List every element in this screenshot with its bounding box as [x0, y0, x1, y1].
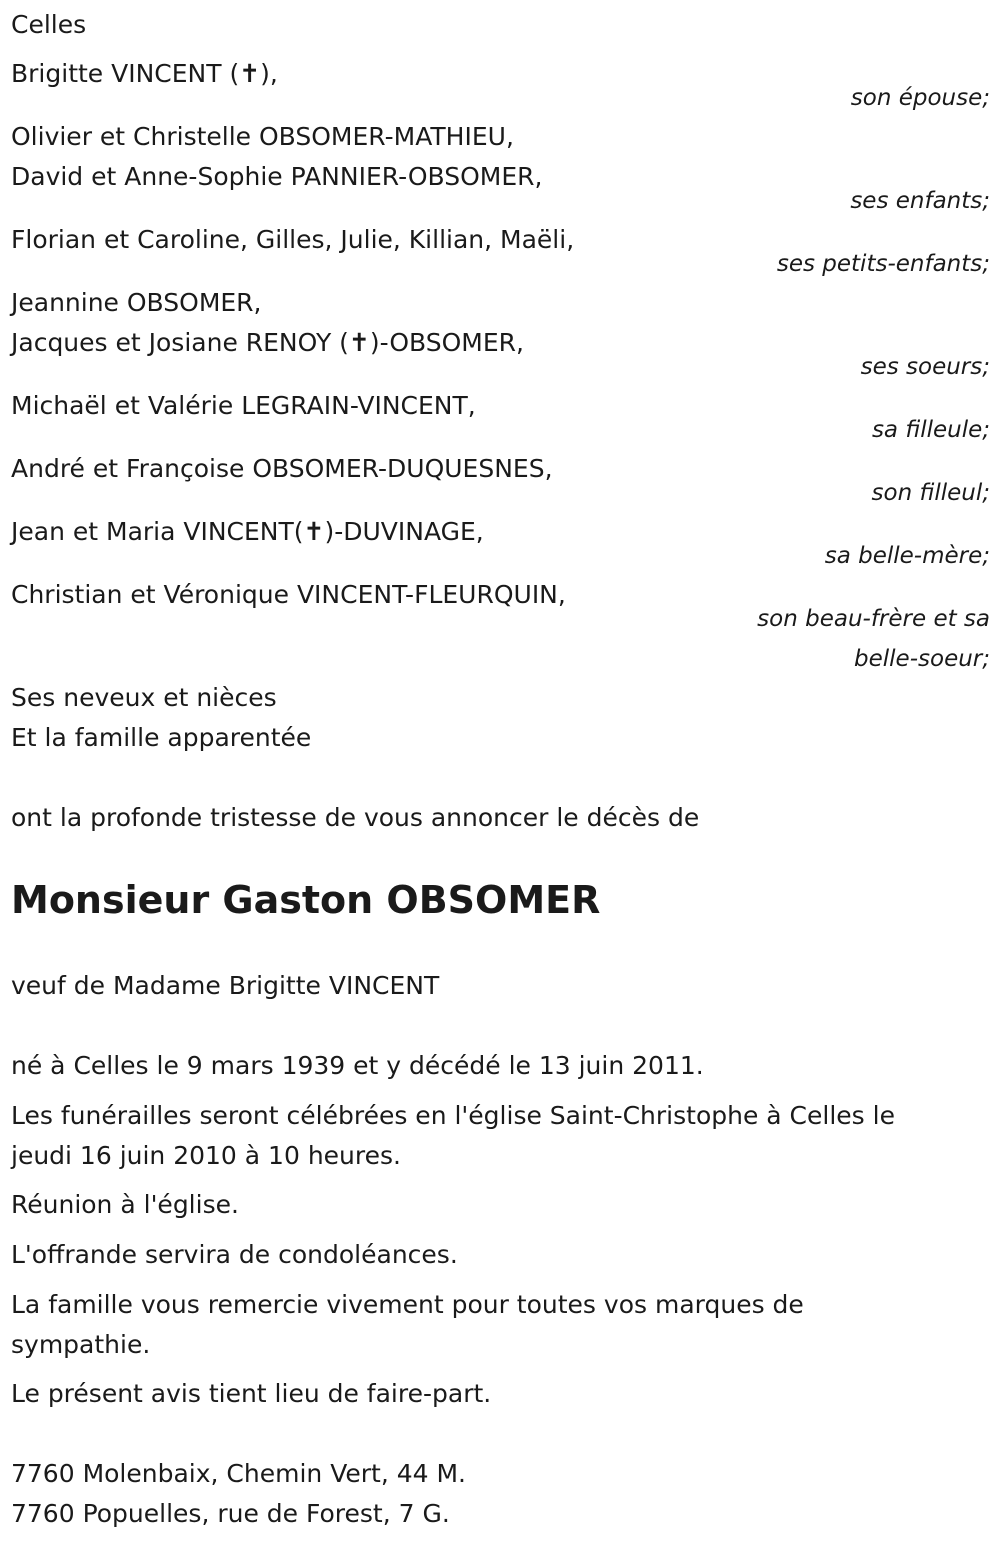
family-line-godson: André et Françoise OBSOMER-DUQUESNES, — [11, 454, 553, 483]
role-sisters: ses soeurs; — [860, 354, 990, 380]
family-line-goddaughter: Michaël et Valérie LEGRAIN-VINCENT, — [11, 391, 476, 420]
meeting-line: Réunion à l'église. — [11, 1190, 239, 1219]
role-goddaughter: sa filleule; — [871, 417, 990, 443]
thanks-line-1: La famille vous remercie vivement pour toutes vos marques de — [11, 1290, 804, 1319]
role-mother-in-law: sa belle-mère; — [824, 543, 990, 569]
birth-death-dates: né à Celles le 9 mars 1939 et y décédé le 13 juin 2011. — [11, 1051, 704, 1080]
family-line-sister-1: Jeannine OBSOMER, — [11, 288, 262, 317]
announcement-text: ont la profonde tristesse de vous annoncer le décès de — [11, 803, 700, 832]
family-line-nephews: Ses neveux et nièces — [11, 683, 277, 712]
widower-line: veuf de Madame Brigitte VINCENT — [11, 971, 440, 1000]
family-line-sister-2: Jacques et Josiane RENOY (✝)-OBSOMER, — [11, 328, 524, 357]
family-line-child-1: Olivier et Christelle OBSOMER-MATHIEU, — [11, 122, 514, 151]
thanks-line-2: sympathie. — [11, 1330, 151, 1359]
role-in-laws-1: son beau-frère et sa — [757, 606, 990, 632]
family-line-child-2: David et Anne-Sophie PANNIER-OBSOMER, — [11, 162, 543, 191]
family-line-grandchildren: Florian et Caroline, Gilles, Julie, Killian, Maëli, — [11, 225, 575, 254]
offering-line: L'offrande servira de condoléances. — [11, 1240, 458, 1269]
deceased-name: Monsieur Gaston OBSOMER — [11, 878, 601, 922]
role-in-laws-2: belle-soeur; — [854, 646, 990, 672]
address-line-2: 7760 Popuelles, rue de Forest, 7 G. — [11, 1499, 450, 1528]
funeral-line-1: Les funérailles seront célébrées en l'église Saint-Christophe à Celles le — [11, 1101, 895, 1130]
family-line-mother-in-law: Jean et Maria VINCENT(✝)-DUVINAGE, — [11, 517, 484, 546]
funeral-line-2: jeudi 16 juin 2010 à 10 heures. — [11, 1141, 401, 1170]
family-line-relatives: Et la famille apparentée — [11, 723, 312, 752]
notice-line: Le présent avis tient lieu de faire-part. — [11, 1379, 492, 1408]
place-heading: Celles — [11, 10, 87, 39]
address-line-1: 7760 Molenbaix, Chemin Vert, 44 M. — [11, 1459, 466, 1488]
family-line-spouse: Brigitte VINCENT (✝), — [11, 59, 278, 88]
family-line-in-laws: Christian et Véronique VINCENT-FLEURQUIN, — [11, 580, 566, 609]
role-grandchildren: ses petits-enfants; — [776, 251, 990, 277]
role-spouse: son épouse; — [850, 85, 990, 111]
role-children: ses enfants; — [850, 188, 990, 214]
role-godson: son filleul; — [871, 480, 990, 506]
